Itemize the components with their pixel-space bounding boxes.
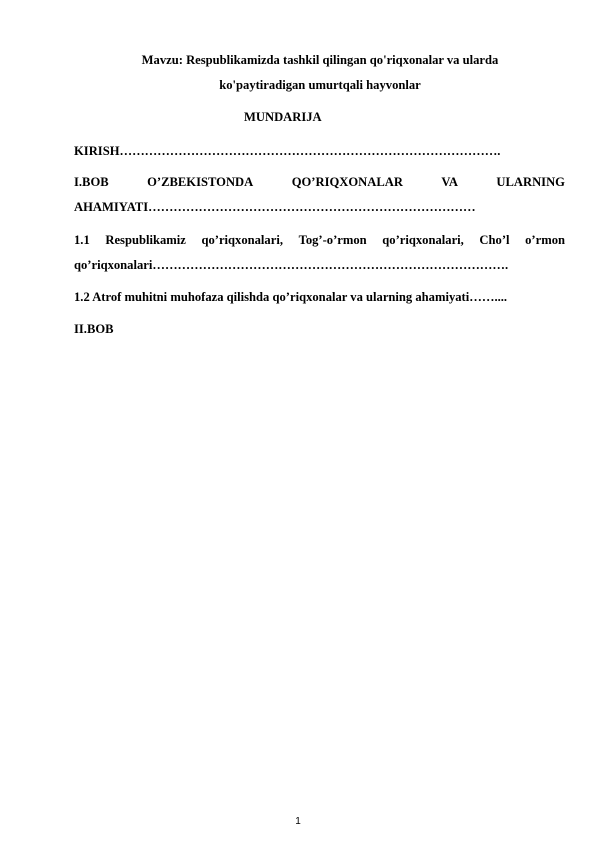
document-title-line-1: Mavzu: Respublikamizda tashkil qilingan qo'riqxonalar va ularda: [141, 53, 499, 67]
toc-word: O’ZBEKISTONDA: [147, 175, 254, 189]
toc-word: ULARNING: [496, 175, 565, 189]
toc-entry-1-2: 1.2 Atrof muhitni muhofaza qilishda qo’riqxonalar va ularning ahamiyati……....: [74, 290, 508, 304]
toc-word: o’rmon: [525, 233, 565, 247]
toc-word: Cho’l: [479, 233, 510, 247]
toc-word: 1.1: [74, 233, 90, 247]
toc-word: qo’riqxonalari,: [201, 233, 283, 247]
toc-word: I.BOB: [74, 175, 109, 189]
table-of-contents-heading: MUNDARIJA: [244, 110, 322, 124]
toc-entry-bob1-line-1: [74, 174, 565, 190]
toc-entry-bob2: II.BOB: [74, 322, 114, 336]
toc-word: VA: [441, 175, 458, 189]
toc-word: qo’riqxonalari,: [382, 233, 464, 247]
toc-entry-bob1-line-2: AHAMIYATI……………………………………………………………………: [74, 200, 476, 214]
document-title-line-2: ko'paytiradigan umurtqali hayvonlar: [219, 78, 421, 92]
toc-word: Tog’-o’rmon: [298, 233, 367, 247]
toc-word: QO’RIQXONALAR: [291, 175, 403, 189]
toc-entry-1-1-line-2: qo’riqxonalari………………………………………………………………………….: [74, 258, 509, 272]
toc-entry-1-1-line-1: [74, 232, 565, 248]
toc-entry-kirish: KIRISH……………………………………………………………………………….: [74, 144, 501, 158]
page-number: 1: [295, 816, 301, 827]
toc-word: Respublikamiz: [105, 233, 186, 247]
